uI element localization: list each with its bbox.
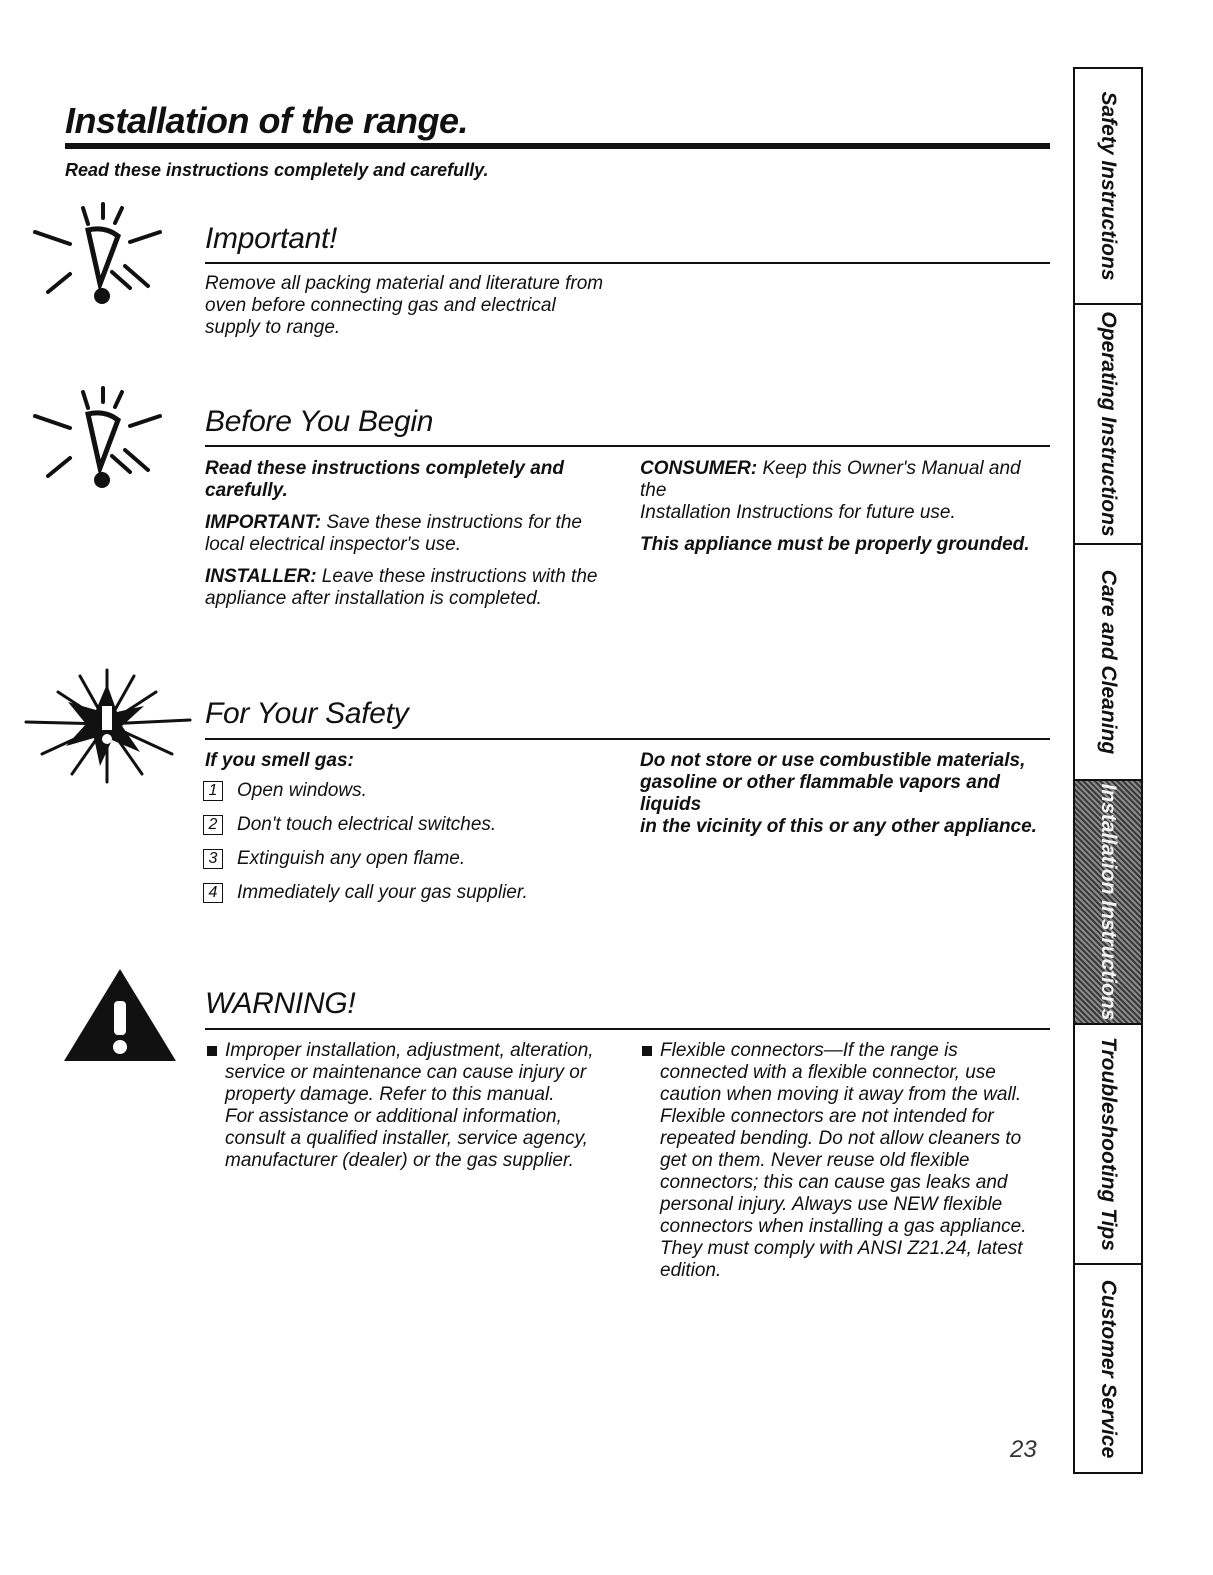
tab-care-and-cleaning[interactable]: Care and Cleaning — [1075, 545, 1141, 781]
step-number-box: 1 — [203, 781, 223, 801]
important-rule — [205, 262, 1050, 264]
list-item: 3 Extinguish any open flame. — [203, 848, 623, 882]
step-number-box: 2 — [203, 815, 223, 835]
bullet-icon — [642, 1046, 652, 1056]
warning-rule — [205, 1028, 1050, 1030]
danger-burst-icon — [22, 662, 192, 787]
step-number-box: 3 — [203, 849, 223, 869]
warning-right-column: Flexible connectors—If the range is connected with a flexible connector, use caution when moving it away from the wall. Flexible connectors are not intended for repeated bending. Do not allow cleaners to get on them. Never reuse old flexible connectors; this can cause gas leaks and personal injury. Always use NEW flexible connectors when installing a gas appliance. They must comply with ANSI Z21.24, latest edition. — [642, 1040, 1052, 1282]
flammable-warning: Do not store or use combustible materials, gasoline or other flammable vapors and liquids in the vicinity of this or any other appliance. — [640, 750, 1037, 837]
step-number-box: 4 — [203, 883, 223, 903]
important-heading: Important! — [205, 222, 338, 255]
list-item: 1 Open windows. — [203, 780, 623, 814]
warning-heading: WARNING! — [205, 987, 356, 1020]
safety-heading: For Your Safety — [205, 697, 409, 730]
list-item: 4 Immediately call your gas supplier. — [203, 882, 623, 916]
before-left-column: Read these instructions completely and carefully. IMPORTANT: Save these instructions for the local electrical inspector's use. INSTALLER: Leave these instructions with the appliance after installation is completed. — [205, 458, 598, 609]
list-item: 2 Don't touch electrical switches. — [203, 814, 623, 848]
warning-triangle-icon — [60, 965, 180, 1065]
smell-gas-label: If you smell gas: — [205, 750, 354, 771]
safety-rule — [205, 738, 1050, 740]
tab-installation-instructions[interactable]: Installation Instructions — [1075, 781, 1141, 1025]
before-right-column: CONSUMER: Keep this Owner's Manual and the Installation Instructions for future use. This appliance must be properly grounded. — [640, 458, 1030, 555]
important-text: Remove all packing material and literature from oven before connecting gas and electrical supply to range. — [205, 273, 604, 338]
caution-icon — [30, 380, 190, 495]
bullet-icon — [207, 1046, 217, 1056]
tab-safety-instructions[interactable]: Safety Instructions — [1075, 69, 1141, 305]
warning-left-column: Improper installation, adjustment, alteration, service or maintenance can cause injury or property damage. Refer to this manual. For assistance or additional information, consult a qualified installer, service agency, manufacturer (dealer) or the gas supplier. — [207, 1040, 617, 1172]
page-subtitle: Read these instructions completely and carefully. — [65, 160, 489, 180]
before-heading: Before You Begin — [205, 405, 434, 438]
section-tabs — [1073, 67, 1143, 1474]
caution-icon — [30, 196, 190, 311]
page-number: 23 — [1010, 1436, 1037, 1463]
safety-steps — [203, 780, 623, 916]
page-title: Installation of the range. — [65, 100, 469, 141]
tab-operating-instructions[interactable]: Operating Instructions — [1075, 305, 1141, 545]
title-rule — [65, 143, 1050, 149]
tab-customer-service[interactable]: Customer Service — [1097, 1279, 1120, 1458]
tab-troubleshooting-tips[interactable]: Troubleshooting Tips — [1075, 1025, 1141, 1265]
before-rule — [205, 445, 1050, 447]
